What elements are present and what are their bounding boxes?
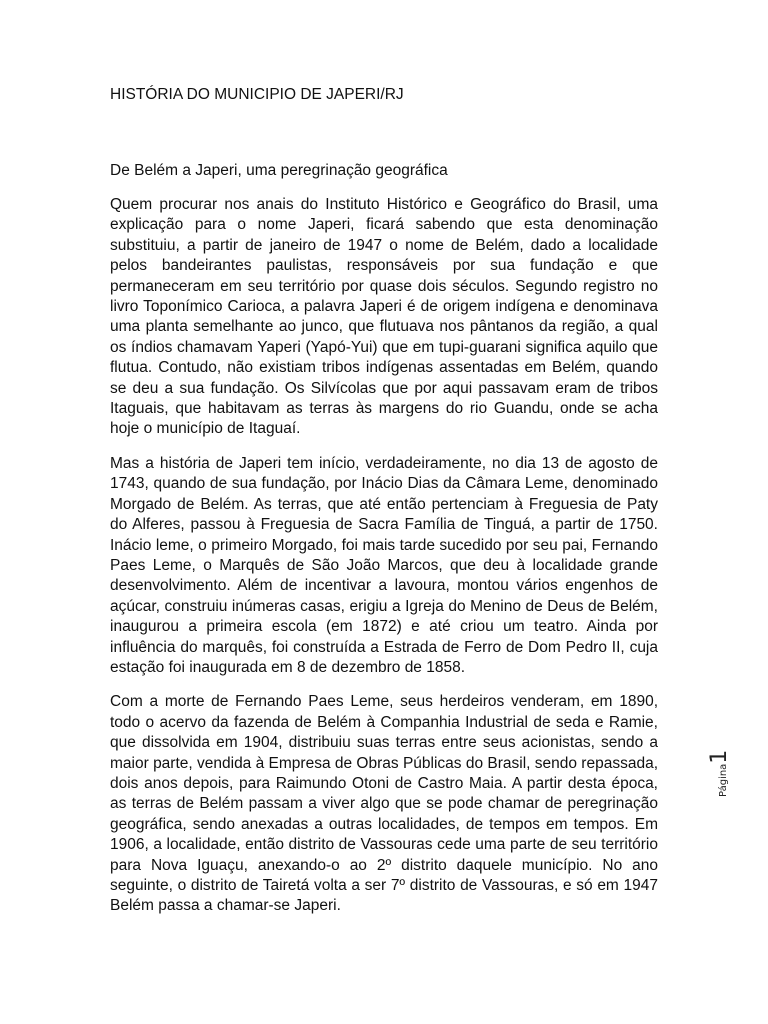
document-subtitle: De Belém a Japeri, uma peregrinação geográfica — [110, 162, 448, 179]
paragraph-3: Com a morte de Fernando Paes Leme, seus herdeiros venderam, em 1890, todo o acervo da fazenda de Belém à Companhia Industrial de seda e Ramie, que dissolvida em 1904, distribuiu suas terras entre seus acionistas, sendo a maior parte, vendida à Empresa de Obras Públicas do Brasil, sendo repassada, dois anos depois, para Raimundo Otoni de Castro Maia. A partir desta época, as terras de Belém passam a viver algo que se pode chamar de peregrinação geográfica, sendo anexadas a outras localidades, de tempos em tempos. Em 1906, a localidade, então distrito de Vassouras cede uma parte de seu território para Nova Iguaçu, anexando-o ao 2º distrito daquele município. No ano seguinte, o distrito de Tairetá volta a ser 7º distrito de Vassouras, e só em 1947 Belém passa a chamar-se Japeri. — [110, 693, 658, 915]
page-label: Página — [718, 763, 729, 797]
page-number: 1 — [707, 749, 732, 764]
paragraph-1: Quem procurar nos anais do Instituto Histórico e Geográfico do Brasil, uma explicação para o nome Japeri, ficará sabendo que esta denominação substituiu, a partir de janeiro de 1947 o nome de Belém, dado a localidade pelos bandeirantes paulistas, responsáveis por sua fundação e que permaneceram em seu território por quase dois séculos. Segundo registro no livro Toponímico Carioca, a palavra Japeri é de origem indígena e denominava uma planta semelhante ao junco, que flutuava nos pântanos da região, a qual os índios chamavam Yaperi (Yapó-Yui) que em tupi-guarani significa aquilo que flutua. Contudo, não existiam tribos indígenas assentadas em Belém, quando se deu a sua fundação. Os Silvícolas que por aqui passavam eram de tribos Itaguais, que habitavam as terras às margens do rio Guandu, onde se acha hoje o município de Itaguaí. — [110, 196, 658, 438]
paragraph-2: Mas a história de Japeri tem início, verdadeiramente, no dia 13 de agosto de 1743, quando de sua fundação, por Inácio Dias da Câmara Leme, denominado Morgado de Belém. As terras, que até então pertenciam à Freguesia de Paty do Alferes, passou à Freguesia de Sacra Família de Tinguá, a partir de 1750. Inácio leme, o primeiro Morgado, foi mais tarde sucedido por seu pai, Fernando Paes Leme, o Marquês de São João Marcos, que deu à localidade grande desenvolvimento. Além de incentivar a lavoura, montou vários engenhos de açúcar, construiu inúmeras casas, erigiu a Igreja do Menino de Deus de Belém, inaugurou a primeira escola (em 1872) e até criou um teatro. Ainda por influência do marquês, foi construída a Estrada de Ferro de Dom Pedro II, cuja estação foi inaugurada em 8 de dezembro de 1858. — [110, 454, 658, 676]
page-number-footer — [707, 745, 731, 805]
document-body — [110, 85, 658, 917]
document-title: HISTÓRIA DO MUNICIPIO DE JAPERI/RJ — [110, 86, 404, 103]
